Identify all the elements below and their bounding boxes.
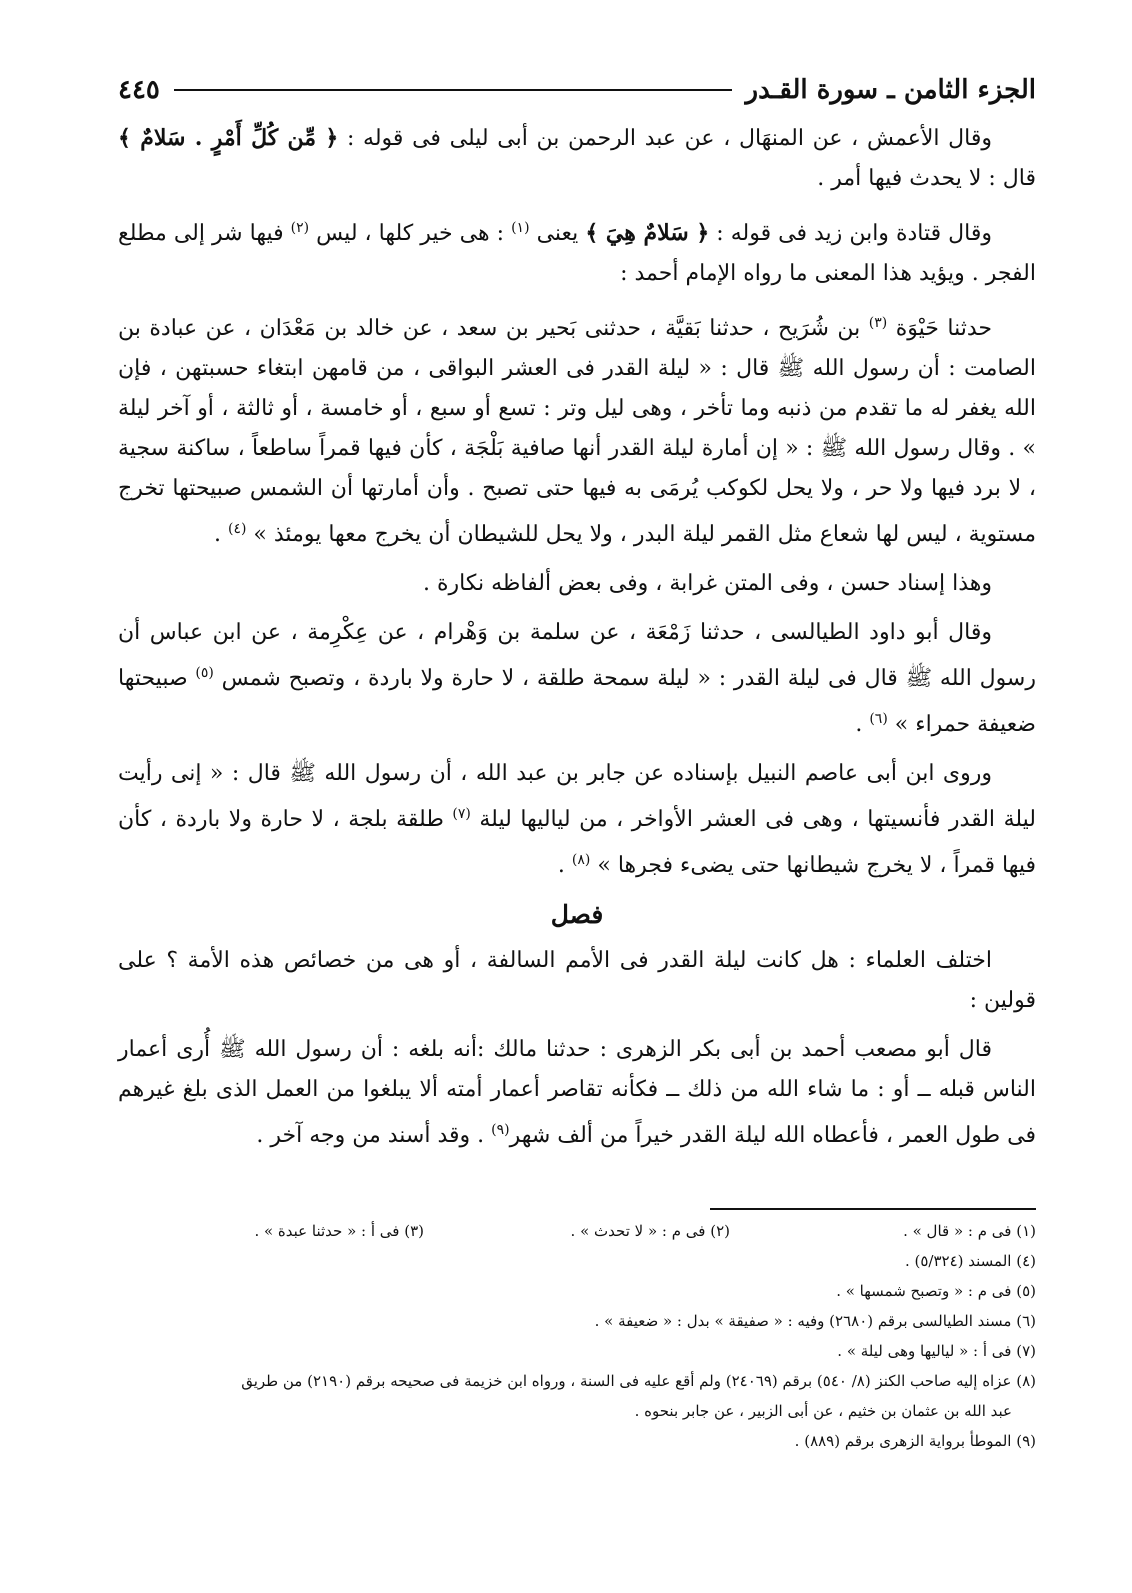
- paragraph-6: [118, 754, 1036, 886]
- paragraph-8: [118, 1030, 1036, 1156]
- footnote-ref[interactable]: (٤): [227, 521, 247, 537]
- text-run: صبيحتها ضعيفة حمراء »: [118, 666, 1036, 737]
- text-run: قال أبو مصعب أحمد بن أبى بكر الزهرى : حدثنا مالك :أنه بلغه : أن رسول الله ﷺ أُرى أعمار الناس قبله ــ أو : ما شاء الله من ذلك ــ فكأنه تقاصر أعمار أمته ألا يبلغوا من العمل الذى بلغ غيرهم فى طول العمر ، فأعطاه الله ليلة القدر خيراً من ألف شهر: [118, 1037, 1036, 1148]
- footnote-5: (٥) فى م : « وتصبح شمسها » .: [836, 1282, 1036, 1300]
- footnote-ref[interactable]: (٧): [452, 806, 471, 822]
- footnotes: [118, 1216, 1036, 1456]
- text-run: وقال قتادة وابن زيد فى قوله :: [709, 221, 992, 246]
- text-run: قال : لا يحدث فيها أمر .: [817, 166, 1036, 191]
- section-heading: فصل: [550, 900, 604, 929]
- text-run: .: [213, 522, 228, 547]
- footnote-ref[interactable]: (٦): [869, 711, 888, 727]
- text-run: يعنى: [529, 221, 586, 246]
- page-header: [118, 70, 1036, 110]
- text-run: حدثنا حَيْوَة: [887, 316, 993, 341]
- footnote-ref[interactable]: (٩): [491, 1122, 510, 1138]
- text-run: .: [855, 712, 870, 737]
- paragraph-7: اختلف العلماء : هل كانت ليلة القدر فى الأمم السالفة ، أو هى من خصائص هذه الأمة ؟ على قولين :: [118, 948, 1036, 1013]
- page-number: ٤٤٥: [118, 75, 160, 105]
- running-head: الجزء الثامن ـ سورة القـدر: [745, 75, 1036, 105]
- quran-verse: ﴿ سَلامٌ هِيَ ﴾: [585, 220, 710, 246]
- text-run: .: [557, 853, 572, 878]
- text-run: . وقد أسند من وجه آخر .: [256, 1123, 492, 1148]
- footnote-rule: [710, 1208, 1036, 1210]
- footnote-4: (٤) المسند (٥/٣٢٤) .: [904, 1252, 1036, 1270]
- footnote-1: (١) فى م : « قال » .: [903, 1222, 1036, 1240]
- text-run: بن شُرَيح ، حدثنا بَقيَّة ، حدثنى بَحير بن سعد ، عن خالد بن مَعْدَان ، عن عبادة بن الصامت : أن رسول الله ﷺ قال : « ليلة القدر فى العشر البواقى ، من قامهن ابتغاء حسبتهن ، فإن الله يغفر له ما تقدم من ذنبه وما تأخر ، وهى ليل وتر : تسع أو سبع ، أو خامسة ، أو ثالثة ، أو آخر ليلة » . وقال رسول الله ﷺ : « إن أمارة ليلة القدر أنها صافية بَلْجَة ، كأن فيها قمراً ساطعاً ، ساكنة سجية ، لا برد فيها ولا حر ، ولا يحل لكوكب يُرمَى به فيها حتى تصبح . وأن أمارتها أن الشمس صبيحتها تخرج مستوية ، ليس لها شعاع مثل القمر ليلة البدر ، ولا يحل للشيطان أن يخرج معها يومئذ »: [118, 316, 1036, 547]
- footnote-ref[interactable]: (٥): [195, 665, 214, 681]
- footnote-8-continued: عبد الله بن عثمان بن خثيم ، عن أبى الزبير ، عن جابر بنحوه .: [634, 1402, 1012, 1420]
- paragraph-2: [118, 208, 1036, 294]
- page-body: [118, 118, 1036, 1165]
- paragraph-4: وهذا إسناد حسن ، وفى المتن غرابة ، وفى بعض ألفاظه نكارة .: [423, 571, 992, 596]
- footnote-ref[interactable]: (٢): [290, 220, 310, 236]
- footnote-6: (٦) مسند الطيالسى برقم (٢٦٨٠) وفيه : « صفيقة » بدل : « ضعيفة » .: [594, 1312, 1036, 1330]
- text-run: فيها شر إلى مطلع الفجر . ويؤيد هذا المعنى ما رواه الإمام أحمد :: [118, 221, 1036, 286]
- quran-verse: ﴿ مِّن كُلِّ أَمْرٍ . سَلامٌ ﴾: [118, 125, 339, 151]
- footnote-8: (٨) عزاه إليه صاحب الكنز (٨/ ٥٤٠) برقم (٢٤٠٦٩) ولم أقع عليه فى السنة ، ورواه ابن خزيمة فى صحيحه برقم (٢١٩٠) من طريق: [241, 1372, 1036, 1390]
- paragraph-1: [118, 118, 1036, 199]
- text-run: وقال أبو داود الطيالسى ، حدثنا زَمْعَة ، عن سلمة بن وَهْرام ، عن عِكْرِمة ، عن ابن عباس أن رسول الله ﷺ قال فى ليلة القدر : « ليلة سمحة طلقة ، لا حارة ولا باردة ، وتصبح شمس: [118, 620, 1036, 691]
- footnote-9: (٩) الموطأ برواية الزهرى برقم (٨٨٩) .: [794, 1432, 1036, 1450]
- footnote-ref[interactable]: (١): [511, 220, 530, 236]
- footnote-7: (٧) فى أ : « لياليها وهى ليلة » .: [837, 1342, 1036, 1360]
- text-run: : هى خير كلها ، ليس: [309, 221, 512, 246]
- footnote-2: (٢) فى م : « لا تحدث » .: [570, 1222, 730, 1240]
- paragraph-3: [118, 303, 1036, 555]
- footnote-ref[interactable]: (٨): [571, 852, 591, 868]
- footnote-row: [118, 1216, 1036, 1246]
- text-run: وقال الأعمش ، عن المنهَال ، عن عبد الرحمن بن أبى ليلى فى قوله :: [338, 126, 992, 151]
- paragraph-5: [118, 613, 1036, 745]
- footnote-ref[interactable]: (٣): [868, 315, 888, 331]
- header-rule: [174, 89, 732, 91]
- footnote-3: (٣) فى أ : « حدثنا عبدة » .: [254, 1222, 424, 1240]
- text-run: وروى ابن أبى عاصم النبيل بإسناده عن جابر بن عبد الله ، أن رسول الله ﷺ قال : « إنى رأيت ليلة القدر فأنسيتها ، وهى فى العشر الأواخر ، من لياليها ليلة: [118, 761, 1036, 832]
- text-run: طلقة بلجة ، لا حارة ولا باردة ، كأن فيها قمراً ، لا يخرج شيطانها حتى يضىء فجرها »: [118, 807, 1036, 878]
